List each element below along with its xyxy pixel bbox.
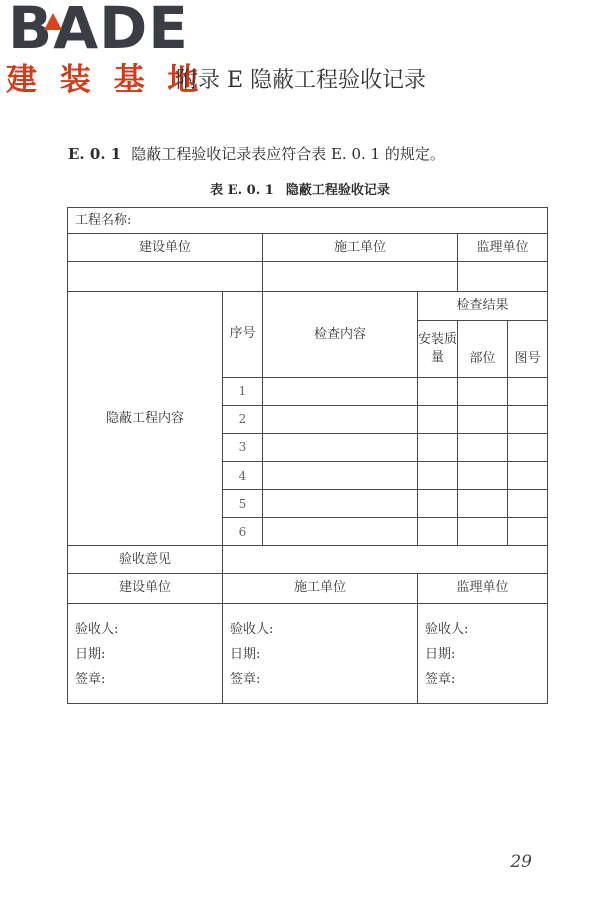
row-quality-cell <box>418 377 458 405</box>
unit-blank-row <box>68 262 548 292</box>
row-number: 6 <box>223 518 263 546</box>
hidden-works-record-table <box>67 207 548 704</box>
signoff-owner-header: 建设单位 <box>68 574 223 603</box>
row-number: 3 <box>223 433 263 461</box>
appendix-title: 附录 E 隐蔽工程验收记录 <box>176 68 427 93</box>
row-location-cell <box>458 377 508 405</box>
clause-number: E. 0. 1 <box>68 145 122 163</box>
row-content-cell <box>263 490 418 518</box>
table-caption-title: 隐蔽工程验收记录 <box>285 183 390 198</box>
construction-owner-cell <box>68 262 263 292</box>
seal-label: 签章: <box>75 671 106 687</box>
date-label: 日期: <box>75 646 106 662</box>
signoff-owner-block <box>68 603 223 704</box>
supervisor-header: 监理单位 <box>458 234 548 262</box>
signoff-contractor-block <box>223 603 418 704</box>
signoff-contractor-header: 施工单位 <box>223 574 418 603</box>
result-header-spacer <box>458 321 508 350</box>
inspector-label: 验收人: <box>230 621 274 637</box>
signoff-header-row <box>68 574 548 603</box>
row-number: 4 <box>223 461 263 489</box>
row-content-cell <box>263 518 418 546</box>
row-content-cell <box>263 433 418 461</box>
seal-label: 签章: <box>230 671 261 687</box>
row-location-cell <box>458 405 508 433</box>
inspector-label: 验收人: <box>75 621 119 637</box>
project-name-row <box>68 208 548 234</box>
construction-owner-header: 建设单位 <box>68 234 263 262</box>
row-quality-cell <box>418 433 458 461</box>
inspection-header-row <box>68 292 548 321</box>
signoff-supervisor-header: 监理单位 <box>418 574 548 603</box>
inspection-result-header: 检查结果 <box>418 292 548 321</box>
row-quality-cell <box>418 518 458 546</box>
logo-wordmark: BADE <box>8 0 189 62</box>
row-quality-cell <box>418 490 458 518</box>
row-location-cell <box>458 490 508 518</box>
row-drawing-cell <box>508 433 548 461</box>
row-drawing-cell <box>508 490 548 518</box>
inspection-content-header: 检查内容 <box>263 292 418 377</box>
project-name-label: 工程名称: <box>68 208 548 234</box>
table-caption-number: 表 E. 0. 1 <box>210 183 274 198</box>
clause-text: 隐蔽工程验收记录表应符合表 E. 0. 1 的规定。 <box>131 145 445 163</box>
row-drawing-cell <box>508 518 548 546</box>
install-quality-header: 安装质量 <box>418 321 458 377</box>
page-number: 29 <box>510 852 532 872</box>
date-label: 日期: <box>425 646 456 662</box>
result-header-spacer <box>508 321 548 350</box>
row-drawing-cell <box>508 405 548 433</box>
row-location-cell <box>458 433 508 461</box>
row-drawing-cell <box>508 377 548 405</box>
logo-triangle-icon <box>44 13 62 30</box>
row-location-cell <box>458 518 508 546</box>
contractor-cell <box>263 262 458 292</box>
location-header: 部位 <box>458 350 508 377</box>
row-number: 5 <box>223 490 263 518</box>
seal-label: 签章: <box>425 671 456 687</box>
drawing-no-header: 图号 <box>508 350 548 377</box>
contractor-header: 施工单位 <box>263 234 458 262</box>
inspector-label: 验收人: <box>425 621 469 637</box>
bade-logo <box>6 0 205 106</box>
supervisor-cell <box>458 262 548 292</box>
row-quality-cell <box>418 461 458 489</box>
acceptance-opinion-cell <box>223 546 548 574</box>
row-content-cell <box>263 405 418 433</box>
table-caption <box>0 181 600 201</box>
date-label: 日期: <box>230 646 261 662</box>
row-content-cell <box>263 461 418 489</box>
row-quality-cell <box>418 405 458 433</box>
logo-subtitle: 建 装 基 地 <box>6 62 205 98</box>
acceptance-opinion-label: 验收意见 <box>68 546 223 574</box>
row-drawing-cell <box>508 461 548 489</box>
row-number: 1 <box>223 377 263 405</box>
row-content-cell <box>263 377 418 405</box>
hidden-work-label: 隐蔽工程内容 <box>68 292 223 546</box>
row-location-cell <box>458 461 508 489</box>
unit-header-row <box>68 234 548 262</box>
clause-paragraph <box>68 143 445 165</box>
row-number: 2 <box>223 405 263 433</box>
acceptance-opinion-row <box>68 546 548 574</box>
signoff-supervisor-block <box>418 603 548 704</box>
seq-header: 序号 <box>223 292 263 377</box>
signoff-row <box>68 603 548 704</box>
